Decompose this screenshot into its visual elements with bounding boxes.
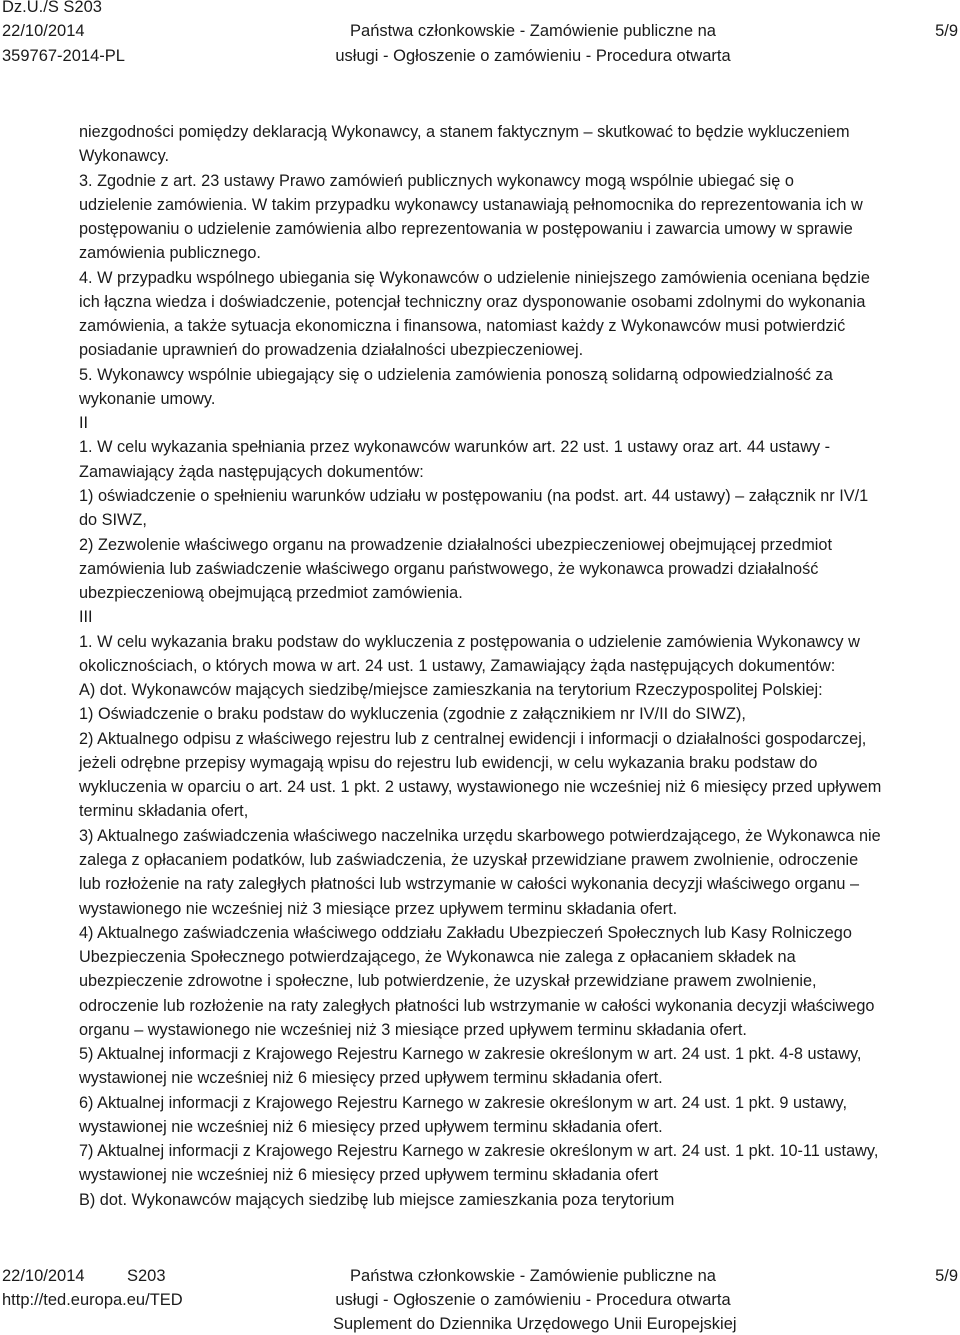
- body-line: wystawionej nie wcześniej niż 6 miesięcy przed upływem terminu składania ofert.: [79, 1117, 663, 1136]
- body-line: 5. Wykonawcy wspólnie ubiegający się o udzielenia zamówienia ponoszą solidarną odpowiedzialność za: [79, 365, 833, 384]
- section-heading-iii: III: [79, 608, 93, 627]
- body-line: 6) Aktualnej informacji z Krajowego Rejestru Karnego w zakresie określonym w art. 24 ust. 1 pkt. 9 ustawy,: [79, 1093, 847, 1112]
- body-line: 1. W celu wykazania braku podstaw do wykluczenia z postępowania o udzielenie zamówienia Wykonawcy w: [79, 632, 860, 651]
- body-line: zalega z opłacaniem podatków, lub zaświadczenia, że uzyskał przewidziane prawem zwolnienie, odroczenie: [79, 850, 859, 869]
- body-line: posiadanie uprawnień do prowadzenia działalności ubezpieczeniowej.: [79, 341, 584, 360]
- body-line: B) dot. Wykonawców mających siedzibę lub miejsce zamieszkania poza terytorium: [79, 1190, 675, 1209]
- body-line: do SIWZ,: [79, 511, 147, 530]
- header-page-number: 5/9: [935, 22, 958, 40]
- document-body: [79, 120, 959, 1212]
- header-notice-number: 359767-2014-PL: [2, 47, 125, 65]
- footer-url[interactable]: http://ted.europa.eu/TED: [2, 1291, 183, 1309]
- section-heading-ii: II: [79, 414, 89, 433]
- body-line: 4) Aktualnego zaświadczenia właściwego oddziału Zakładu Ubezpieczeń Społecznych lub Kasy Rolniczego: [79, 923, 852, 942]
- body-line: 1) oświadczenie o spełnieniu warunków udziału w postępowaniu (na podst. art. 44 ustawy) – załącznik nr IV/1: [79, 486, 869, 505]
- body-line: 1. W celu wykazania spełniania przez wykonawców warunków art. 22 ust. 1 ustawy oraz art. 44 ustawy -: [79, 438, 831, 457]
- body-line: ich łączna wiedza i doświadczenie, potencjał techniczny oraz dysponowanie osobami zdolnymi do wykonania: [79, 292, 866, 311]
- body-line: 5) Aktualnej informacji z Krajowego Rejestru Karnego w zakresie określonym w art. 24 ust. 1 pkt. 4-8 ustawy,: [79, 1045, 862, 1064]
- body-line: 2) Aktualnego odpisu z właściwego rejestru lub z centralnej ewidencji i informacji o działalności gospodarczej,: [79, 729, 867, 748]
- footer-supplement: Suplement do Dziennika Urzędowego Unii Europejskiej: [333, 1315, 737, 1333]
- body-line: wystawionej nie wcześniej niż 6 miesięcy przed upływem terminu składania ofert.: [79, 1069, 663, 1088]
- body-line: A) dot. Wykonawców mających siedzibę/miejsce zamieszkania na terytorium Rzeczypospolitej Polskiej:: [79, 681, 823, 700]
- body-line: zamówienia, a także sytuacja ekonomiczna i finansowa, natomiast każdy z Wykonawców musi potwierdzić: [79, 317, 846, 336]
- footer-page-number: 5/9: [935, 1267, 958, 1285]
- body-line: 1) Oświadczenie o braku podstaw do wykluczenia (zgodnie z załącznikiem nr IV/II do SIWZ),: [79, 705, 746, 724]
- body-line: okolicznościach, o których mowa w art. 24 ust. 1 ustawy, Zamawiający żąda następujących dokumentów:: [79, 656, 836, 675]
- body-line: 2) Zezwolenie właściwego organu na prowadzenie działalności ubezpieczeniowej obejmującej przedmiot: [79, 535, 832, 554]
- body-line: ubezpieczeniową obejmującą przedmiot zamówienia.: [79, 584, 463, 603]
- body-line: 7) Aktualnej informacji z Krajowego Rejestru Karnego w zakresie określonym w art. 24 ust. 1 pkt. 10-11 ustawy,: [79, 1142, 879, 1161]
- body-line: Ubezpieczenia Społecznego potwierdzającego, że Wykonawca nie zalega z opłacaniem składek na: [79, 948, 796, 967]
- body-line: zamówienia lub zaświadczenie właściwego organu państwowego, że wykonawca prowadzi działalność: [79, 559, 819, 578]
- header-title-line-2: usługi - Ogłoszenie o zamówieniu - Procedura otwarta: [335, 47, 731, 65]
- body-line: niezgodności pomiędzy deklaracją Wykonawcy, a stanem faktycznym – skutkować to będzie wykluczeniem: [79, 123, 850, 141]
- footer-date: 22/10/2014: [2, 1267, 85, 1285]
- body-line: 4. W przypadku wspólnego ubiegania się Wykonawców o udzielenie niniejszego zamówienia oceniana będzie: [79, 268, 870, 287]
- header-date: 22/10/2014: [2, 22, 85, 40]
- header-journal-ref: Dz.U./S S203: [2, 0, 102, 16]
- body-line: wykluczenia w oparciu o art. 24 ust. 1 pkt. 2 ustawy, wystawionego nie wcześniej niż 6 miesięcy przed upływem: [79, 778, 882, 797]
- body-line: wystawionego nie wcześniej niż 3 miesiące przez upływem terminu składania ofert.: [79, 899, 678, 918]
- body-line: 3) Aktualnego zaświadczenia właściwego naczelnika urzędu skarbowego potwierdzającego, że Wykonawca nie: [79, 826, 881, 845]
- body-line: organu – wystawionego nie wcześniej niż 3 miesiące przed upływem terminu składania ofert.: [79, 1020, 747, 1039]
- body-line: lub rozłożenie na raty zaległych płatności lub wstrzymanie w całości wykonania decyzji właściwego organu –: [79, 875, 860, 894]
- body-line: wykonanie umowy.: [79, 389, 216, 408]
- footer-title-line-2: usługi - Ogłoszenie o zamówieniu - Procedura otwarta: [335, 1291, 731, 1309]
- footer-series: S203: [127, 1267, 166, 1285]
- body-line: 3. Zgodnie z art. 23 ustawy Prawo zamówień publicznych wykonawcy mogą wspólnie ubiegać się o: [79, 171, 794, 190]
- body-line: Wykonawcy.: [79, 147, 170, 166]
- body-line: postępowaniu o udzielenie zamówienia albo reprezentowania w postępowaniu i zawarcia umowy w sprawie: [79, 220, 853, 239]
- footer-title-line-1: Państwa członkowskie - Zamówienie publiczne na: [350, 1267, 716, 1285]
- body-line: Zamawiający żąda następujących dokumentów:: [79, 462, 424, 481]
- body-line: ubezpieczenie zdrowotne i społeczne, lub potwierdzenie, że uzyskał przewidziane prawem zwolnienie,: [79, 972, 817, 991]
- body-line: jeżeli odrębne przepisy wymagają wpisu do rejestru lub ewidencji, w celu wykazania braku podstaw do: [79, 753, 818, 772]
- body-line: odroczenie lub rozłożenie na raty zaległych płatności lub wstrzymanie w całości wykonania decyzji właściwego: [79, 996, 875, 1015]
- body-line: wystawionej nie wcześniej niż 6 miesięcy przed upływem terminu składania ofert: [79, 1166, 659, 1185]
- header-title-line-1: Państwa członkowskie - Zamówienie publiczne na: [350, 22, 716, 40]
- body-line: terminu składania ofert,: [79, 802, 249, 821]
- body-line: udzielenie zamówienia. W takim przypadku wykonawcy ustanawiają pełnomocnika do reprezentowania ich w: [79, 195, 863, 214]
- body-line: zamówienia publicznego.: [79, 244, 261, 263]
